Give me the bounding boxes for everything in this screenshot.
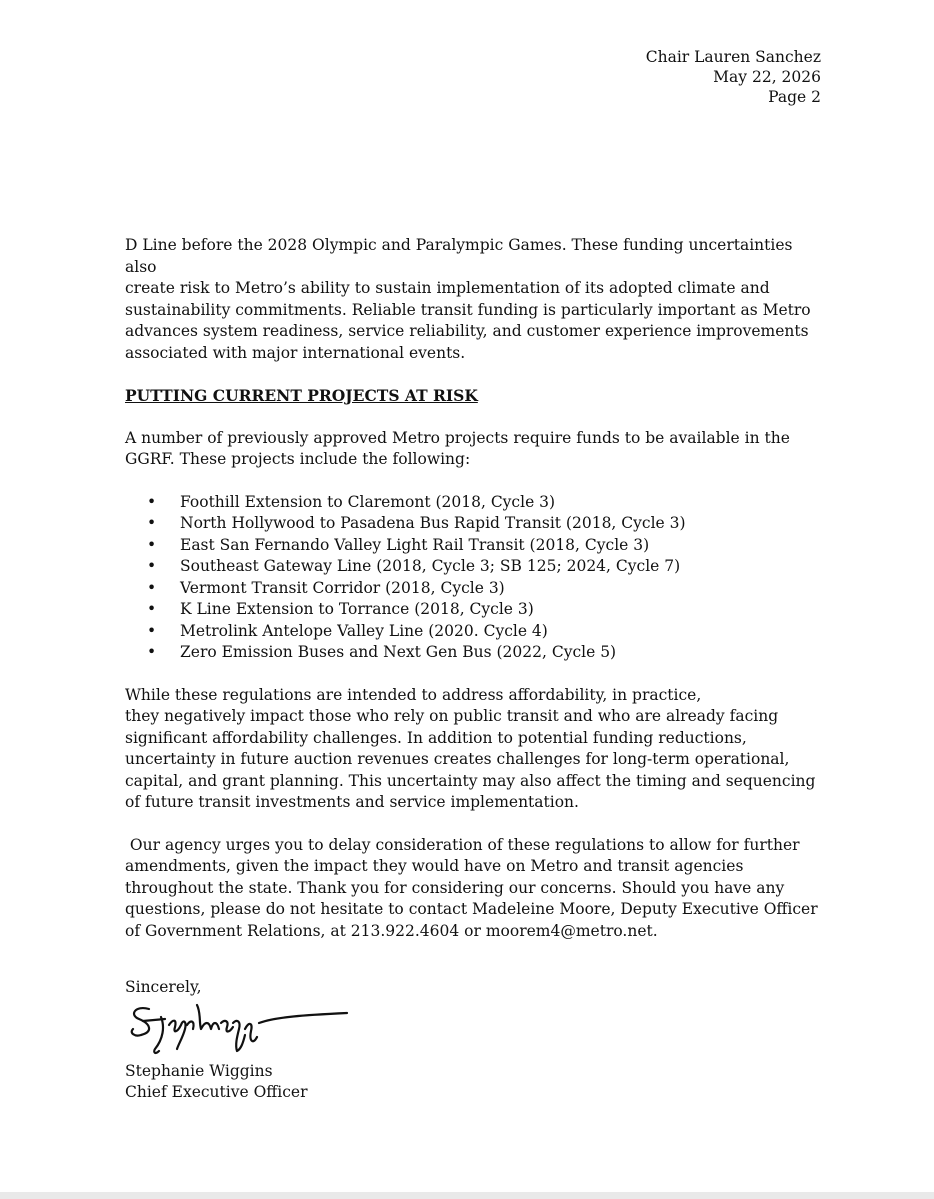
project-label: Southeast Gateway Line (2018, Cycle 3; SB 125; 2024, Cycle 7) xyxy=(180,557,681,575)
projects-intro-line: GGRF. These projects include the following: xyxy=(125,450,471,468)
letter-body xyxy=(125,235,825,1104)
regulations-line: they negatively impact those who rely on public transit and who are already facing xyxy=(125,707,779,725)
project-item xyxy=(125,599,825,621)
project-label: K Line Extension to Torrance (2018, Cycle 3) xyxy=(180,600,534,618)
bullet-icon: • xyxy=(147,557,157,575)
regulations-line: While these regulations are intended to address affordability, in practice, xyxy=(125,685,702,704)
section-heading: PUTTING CURRENT PROJECTS AT RISK xyxy=(125,386,478,405)
project-label: East San Fernando Valley Light Rail Transit (2018, Cycle 3) xyxy=(180,535,650,554)
intro-line: create risk to Metro’s ability to sustain implementation of its adopted climate and xyxy=(125,279,770,297)
intro-line: associated with major international events. xyxy=(125,343,466,362)
project-item xyxy=(125,578,825,600)
request-line: amendments, given the impact they would have on Metro and transit agencies xyxy=(125,857,744,875)
handwritten-signature xyxy=(125,999,355,1061)
intro-line: sustainability commitments. Reliable transit funding is particularly important as Metro xyxy=(125,300,811,319)
regulations-paragraph xyxy=(125,685,825,814)
date-line: May 22, 2026 xyxy=(713,68,821,86)
bullet-icon: • xyxy=(147,600,157,618)
letter-header xyxy=(646,47,821,107)
request-paragraph xyxy=(125,835,825,943)
project-label: North Hollywood to Pasadena Bus Rapid Transit (2018, Cycle 3) xyxy=(180,514,686,532)
intro-line: advances system readiness, service reliability, and customer experience improvements xyxy=(125,322,809,340)
project-label: Metrolink Antelope Valley Line (2020. Cycle 4) xyxy=(180,621,548,640)
bullet-icon: • xyxy=(147,492,157,511)
signer-title: Chief Executive Officer xyxy=(125,1083,308,1101)
bullet-icon: • xyxy=(147,578,157,597)
bullet-icon: • xyxy=(147,514,157,532)
page-bottom-edge xyxy=(0,1192,934,1199)
intro-line: D Line before the 2028 Olympic and Paralympic Games. These funding uncertainties also xyxy=(125,236,793,276)
project-item xyxy=(125,535,825,557)
projects-intro-line: A number of previously approved Metro projects require funds to be available in the xyxy=(125,428,790,447)
request-line: of Government Relations, at 213.922.4604 or moorem4@metro.net. xyxy=(125,921,658,940)
project-label: Zero Emission Buses and Next Gen Bus (2022, Cycle 5) xyxy=(180,643,617,661)
project-item xyxy=(125,556,825,578)
signer-name: Stephanie Wiggins xyxy=(125,1061,273,1080)
project-item xyxy=(125,621,825,643)
intro-paragraph xyxy=(125,235,825,364)
request-line: Our agency urges you to delay consideration of these regulations to allow for further xyxy=(125,835,800,854)
bullet-icon: • xyxy=(147,535,157,554)
regulations-line: uncertainty in future auction revenues creates challenges for long-term operational, xyxy=(125,750,790,768)
project-label: Vermont Transit Corridor (2018, Cycle 3) xyxy=(180,578,505,597)
request-line: questions, please do not hesitate to contact Madeleine Moore, Deputy Executive Officer xyxy=(125,900,818,918)
salutation: Sincerely, xyxy=(125,978,202,996)
recipient-line: Chair Lauren Sanchez xyxy=(645,48,821,66)
signature-block xyxy=(125,977,825,1104)
regulations-line: significant affordability challenges. In addition to potential funding reductions, xyxy=(125,728,747,747)
bullet-icon: • xyxy=(147,643,157,661)
project-item xyxy=(125,642,825,664)
project-item xyxy=(125,492,825,514)
bullet-icon: • xyxy=(147,621,157,640)
project-label: Foothill Extension to Claremont (2018, Cycle 3) xyxy=(180,492,556,511)
regulations-line: capital, and grant planning. This uncertainty may also affect the timing and sequencing xyxy=(125,771,816,790)
project-item xyxy=(125,513,825,535)
page-number: Page 2 xyxy=(768,88,821,106)
projects-intro-paragraph xyxy=(125,428,825,471)
request-line: throughout the state. Thank you for considering our concerns. Should you have any xyxy=(125,878,785,897)
regulations-line: of future transit investments and service implementation. xyxy=(125,793,579,811)
projects-list xyxy=(125,492,825,664)
